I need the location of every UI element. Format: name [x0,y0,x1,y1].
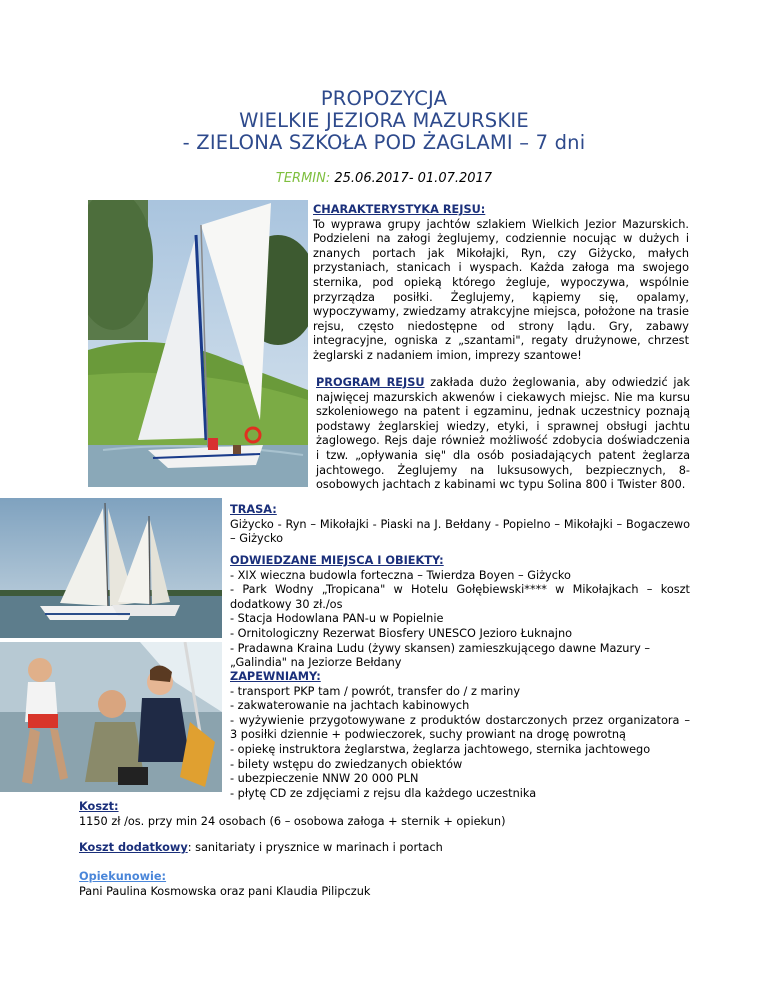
title-line-1: PROPOZYCJA [320,87,448,110]
termin-label: TERMIN: [275,171,331,186]
koszt-dodatkowy-text: : sanitariaty i prysznice w marinach i portach [187,841,443,854]
zapewniamy-heading: ZAPEWNIAMY: [230,670,321,683]
odwiedzane-section [230,554,690,671]
title-line-2: WIELKIE JEZIORA MAZURSKIE [239,109,529,132]
charakterystyka-heading: CHARAKTERYSTYKA REJSU: [313,203,486,216]
koszt-text: 1150 zł /os. przy min 24 osobach (6 – osobowa załoga + sternik + opiekun) [79,814,506,828]
koszt-dodatkowy-heading: Koszt dodatkowy [79,841,188,854]
zapewniamy-item: - płytę CD ze zdjęciami z rejsu dla każdego uczestnika [230,786,537,800]
zapewniamy-item: - ubezpieczenie NNW 20 000 PLN [230,772,419,786]
termin-line [0,171,768,186]
odwiedzane-item: - Park Wodny „Tropicana" w Hotelu Gołębiewski**** w Mikołajkach – koszt dodatkowy 30 zł./os [230,583,690,611]
zapewniamy-item: - zakwaterowanie na jachtach kabinowych [230,699,470,713]
two-sailboats-photo [0,498,222,638]
koszt-heading: Koszt: [79,800,119,813]
odwiedzane-item: - Ornitologiczny Rezerwat Biosfery UNESCO Jezioro Łuknajno [230,626,573,640]
charakterystyka-text: To wyprawa grupy jachtów szlakiem Wielkich Jezior Mazurskich. Podzieleni na załogi żeglujemy, codziennie nocując w dużych i znanych portach jak Mikołajki, Ryn, czy Giżycko, małych przystaniach, stanicach i wyspach. Każda załoga ma swojego sternika, pod opieką którego żegluje, wypoczywa, wspólnie przyrządza posiłki. Żeglujemy, kąpiemy się, opalamy, wypoczywamy, zwiedzamy atrakcyjne miejsca, położone na trasie rejsu, często niedostępne od strony lądu. Gry, zabawy integracyjne, ogniska z „szantami", regaty drużynowe, chrzest żeglarski z nadaniem imion, imprezy szantowe! [313,217,689,362]
odwiedzane-item: - Pradawna Kraina Ludu (żywy skansen) zamieszkującego dawne Mazury – „Galindia" na Jeziorze Bełdany [230,641,651,670]
program-text: zakłada dużo żeglowania, aby odwiedzić jak najwięcej mazurskich akwenów i ciekawych miejsc. Nie ma kursu szkoleniowego na patent i egzaminu, jednak uczestnicy poznają podstawy żeglarskiej wiedzy, etyki, i sprawnej obsługi jachtu żaglowego. Rejs daje również możliwość zdobycia doświadczenia i tzw. „opływania się" dla osób posiadających patent żeglarza jachtowego. Żeglujemy na luksusowych, bezpiecznych, 8-osobowych jachtach z kabinami wc typu Solina 800 i Twister 800. [316,376,690,492]
opiekunowie-text: Pani Paulina Kosmowska oraz pani Klaudia Pilipczuk [79,884,371,898]
koszt-dodatkowy-section [79,841,689,856]
sailboat-photo [88,200,308,487]
zapewniamy-item: - opiekę instruktora żeglarstwa, żeglarza jachtowego, sternika jachtowego [230,742,651,756]
trasa-heading: TRASA: [230,503,277,516]
zapewniamy-item: - bilety wstępu do zwiedzanych obiektów [230,757,463,771]
odwiedzane-heading: ODWIEDZANE MIEJSCA I OBIEKTY: [230,554,444,567]
opiekunowie-heading: Opiekunowie: [79,870,167,883]
opiekunowie-section [79,870,689,899]
koszt-section [79,800,689,829]
odwiedzane-item: - Stacja Hodowlana PAN-u w Popielnie [230,612,444,626]
crew-photo [0,642,222,792]
trasa-section [230,503,690,547]
termin-value: 25.06.2017- 01.07.2017 [330,171,493,186]
program-section [316,376,690,493]
zapewniamy-item: - wyżywienie przygotowywane z produktów dostarczonych przez organizatora – 3 posiłki dziennie + podwieczorek, suchy prowiant na drogę powrotną [230,713,690,742]
odwiedzane-item: - XIX wieczna budowla forteczna – Twierdza Boyen – Giżycko [230,568,571,582]
charakterystyka-section [313,203,689,364]
zapewniamy-section [230,670,690,801]
trasa-text: Giżycko - Ryn – Mikołajki - Piaski na J. Bełdany - Popielno – Mikołajki – Bogaczewo – Giżycko [230,517,690,546]
title-line-3: - ZIELONA SZKOŁA POD ŻAGLAMI – 7 dni [182,131,586,154]
zapewniamy-item: - transport PKP tam / powrót, transfer do / z mariny [230,684,521,698]
program-heading: PROGRAM REJSU [316,376,425,389]
